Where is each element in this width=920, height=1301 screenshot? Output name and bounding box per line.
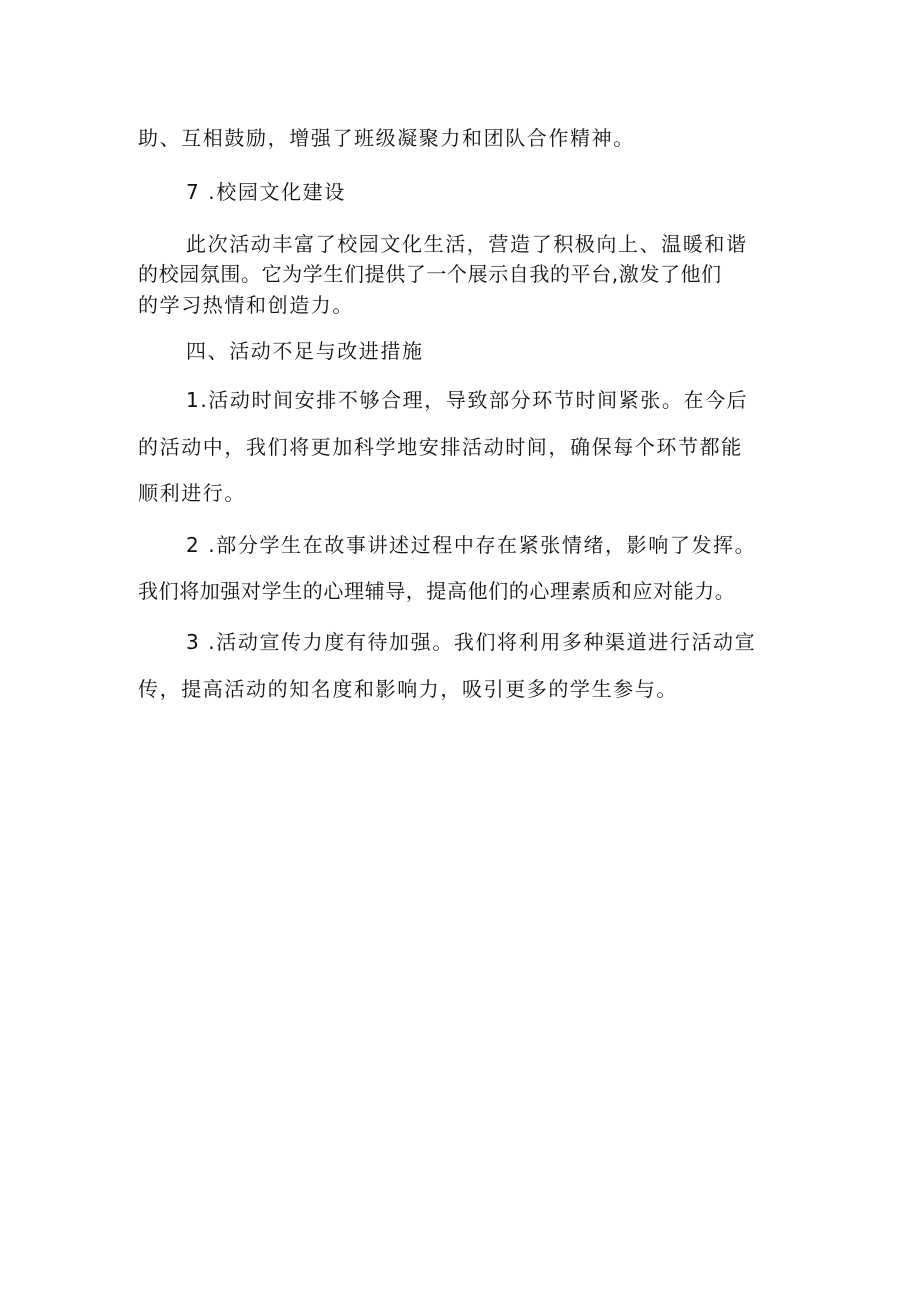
paragraph-line: 的校园氛围。它为学生们提供了一个展示自我的平台,激发了他们 bbox=[138, 262, 722, 286]
paragraph-line: 助、互相鼓励，增强了班级凝聚力和团队合作精神。 bbox=[138, 126, 635, 150]
paragraph-line: 的学习热情和创造力。 bbox=[138, 293, 354, 317]
paragraph-line: 此次活动丰富了校园文化生活，营造了积极向上、温暖和谐 bbox=[186, 232, 748, 256]
section-heading-campus-culture: 7 .校园文化建设 bbox=[186, 180, 346, 204]
list-item-1: 1.活动时间安排不够合理，导致部分环节时间紧张。在今后 bbox=[186, 388, 749, 412]
section-heading-shortcomings: 四、活动不足与改进措施 bbox=[186, 339, 424, 363]
list-item-2: 2 .部分学生在故事讲述过程中存在紧张情绪，影响了发挥。 bbox=[186, 533, 757, 557]
paragraph-line: 传，提高活动的知名度和影响力，吸引更多的学生参与。 bbox=[138, 677, 678, 701]
paragraph-line: 的活动中，我们将更加科学地安排活动时间，确保每个环节都能 bbox=[138, 435, 743, 459]
paragraph-line: 我们将加强对学生的心理辅导，提高他们的心理素质和应对能力。 bbox=[138, 579, 736, 603]
paragraph-line: 顺利进行。 bbox=[138, 481, 246, 505]
list-item-3: 3 .活动宣传力度有待加强。我们将利用多种渠道进行活动宣 bbox=[186, 630, 757, 654]
